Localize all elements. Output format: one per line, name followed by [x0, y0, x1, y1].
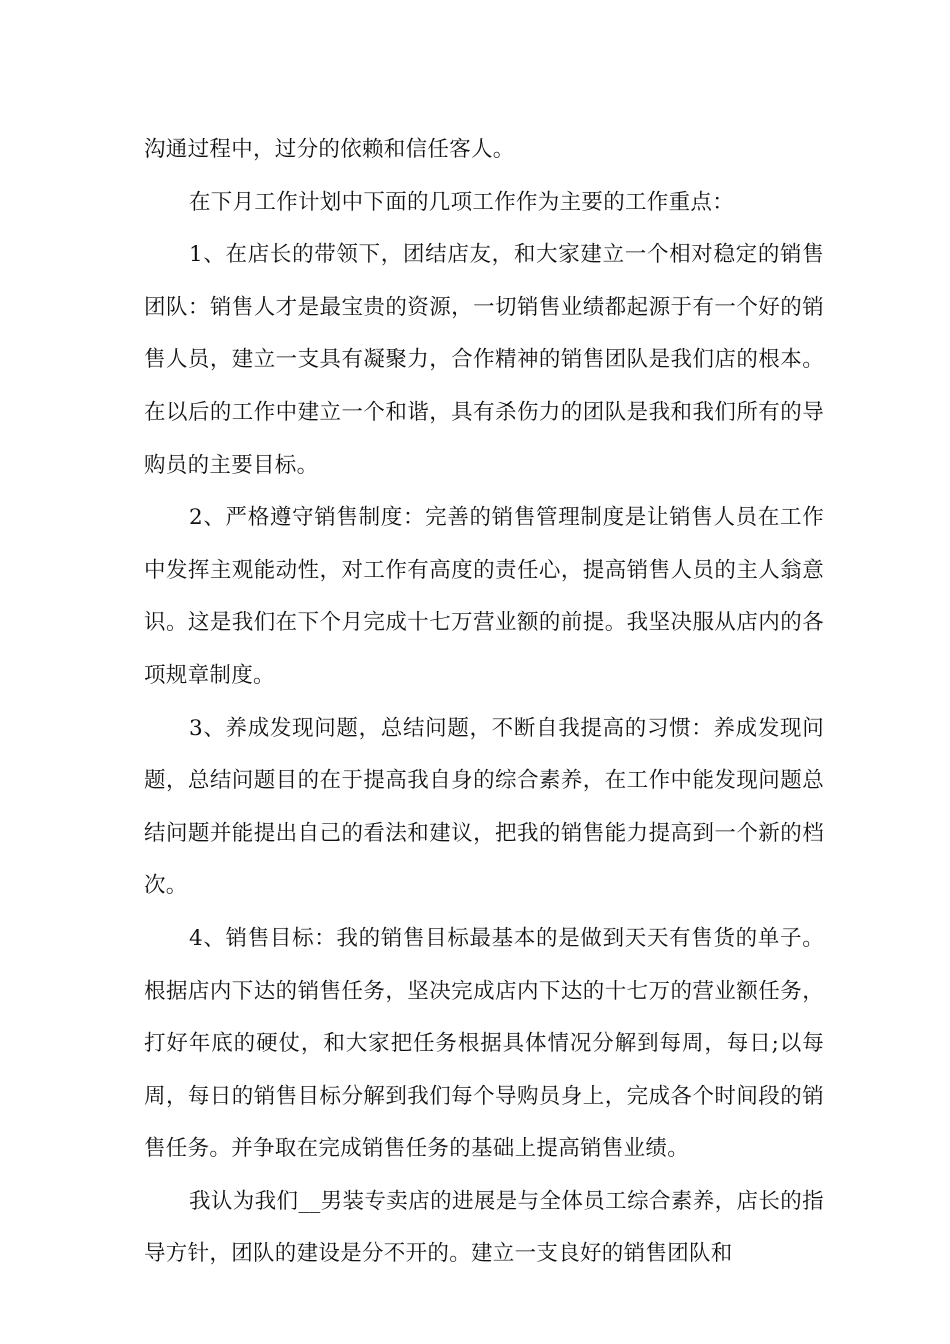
paragraph-5: 3、养成发现问题，总结问题，不断自我提高的习惯：养成发现问题，总结问题目的在于提高我自身的综合素养，在工作中能发现问题总结问题并能提出自己的看法和建议，把我的销售能力提高到一个新的档次。 [144, 715, 824, 899]
document-body [144, 124, 824, 1281]
paragraph-4: 2、严格遵守销售制度：完善的销售管理制度是让销售人员在工作中发挥主观能动性，对工作有高度的责任心，提高销售人员的主人翁意识。这是我们在下个月完成十七万营业额的前提。我坚决服从店内的各项规章制度。 [144, 505, 824, 688]
paragraph-6: 4、销售目标：我的销售目标最基本的是做到天天有售货的单子。根据店内下达的销售任务，坚决完成店内下达的十七万的营业额任务，打好年底的硬仗，和大家把任务根据具体情况分解到每周，每日;以每周，每日的销售目标分解到我们每个导购员身上，完成各个时间段的销售任务。并争取在完成销售任务的基础上提高销售业绩。 [144, 925, 824, 1162]
paragraph-1: 沟通过程中，过分的依赖和信任客人。 [144, 137, 515, 162]
paragraph-3: 1、在店长的带领下，团结店友，和大家建立一个相对稳定的销售团队：销售人才是最宝贵的资源，一切销售业绩都起源于有一个好的销售人员，建立一支具有凝聚力，合作精神的销售团队是我们店的根本。在以后的工作中建立一个和谐，具有杀伤力的团队是我和我们所有的导购员的主要目标。 [144, 242, 824, 478]
paragraph-7: 我认为我们__男装专卖店的进展是与全体员工综合素养，店长的指导方针，团队的建设是分不开的。建立一支良好的销售团队和 [144, 1188, 824, 1267]
paragraph-2: 在下月工作计划中下面的几项工作作为主要的工作重点： [189, 189, 735, 215]
